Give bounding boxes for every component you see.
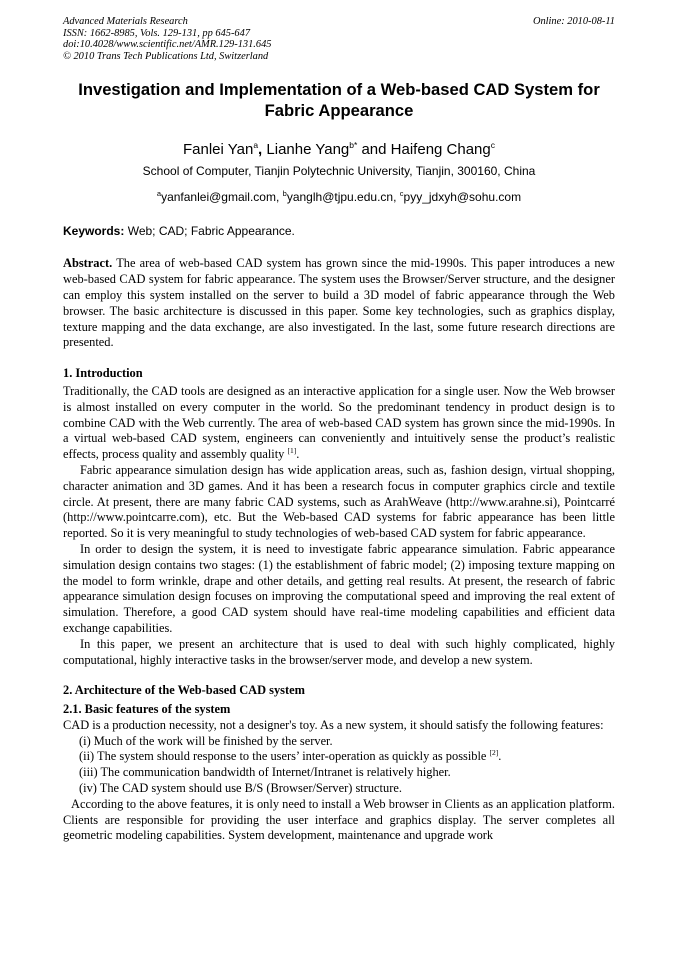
journal-issn: ISSN: 1662-8985, Vols. 129-131, pp 645-647 [63, 27, 251, 39]
author-list [63, 136, 615, 159]
online-date: Online: 2010-08-11 [532, 16, 615, 27]
email-sup: c [399, 189, 404, 199]
email-sup: b [282, 189, 287, 199]
paragraph-end: . [296, 447, 300, 462]
journal-copyright: © 2010 Trans Tech Publications Ltd, Switzerland [63, 50, 269, 62]
journal-doi: doi:10.4028/www.scientific.net/AMR.129-131.645 [63, 39, 272, 51]
list-item: (iii) The communication bandwidth of Internet/Intranet is relatively higher. [79, 765, 451, 780]
author-name: Haifeng Chang [390, 141, 491, 159]
author-separator: and [361, 141, 387, 159]
citation-ref: [2] [489, 748, 499, 758]
email-address: pyy_jdxyh@sohu.com [403, 190, 522, 205]
feature-list [63, 734, 615, 797]
citation-ref: [1] [287, 446, 297, 456]
author-name: Lianhe Yang [266, 141, 350, 159]
paragraph [63, 384, 615, 463]
journal-name: Advanced Materials Research [63, 16, 188, 27]
affiliation: School of Computer, Tianjin Polytechnic University, Tianjin, 300160, China [142, 164, 536, 179]
list-item-end: . [498, 749, 502, 764]
paragraph: Fabric appearance simulation design has wide application areas, such as, fashion design, virtual shopping, character animation and 3D games. And it has been a research focus in computer graphics circle and textile circle. At present, there are many fabric CAD systems, such as ArahWeave (http://www.arahne.si), Pointcarré (http://www.pointcarre.com), etc. But the Web-based CAD systems for fabric appearance has been little reported. So it is very meaningful to study technologies of web-based CAD system for fabric appearance. [63, 462, 615, 541]
paper-title: Investigation and Implementation of a Web-based CAD System for Fabric Appearance [78, 80, 600, 121]
email-sup: a [156, 189, 162, 199]
section-heading: 1. Introduction [63, 366, 143, 381]
keywords-label: Keywords: [63, 224, 125, 239]
author-sup: c [490, 140, 495, 151]
keywords [63, 224, 615, 239]
list-item [63, 749, 615, 765]
author-sup: a [253, 140, 259, 151]
paragraph: CAD is a production necessity, not a designer's toy. As a new system, it should satisfy the following features: [63, 717, 604, 732]
paragraph: According to the above features, it is only need to install a Web browser in Clients as an application platform. Clients are responsible for providing the user interface and graphics display. The server completes all geometric modeling capabilities. System development, maintenance and upgrade work [63, 796, 615, 843]
paragraph-text: Traditionally, the CAD tools are designed as an interactive application for a single user. Now the Web browser is almost installed on every computer in the world. So the predominant tendency in product design is to combine CAD with the Web currently. The area of web-based CAD system has grown since the mid-1990s. In a virtual web-based CAD system, engineers can conveniently and intuitively sense the product’s realistic effects, process quality and assembly quality [63, 383, 615, 462]
section-heading: 2. Architecture of the Web-based CAD system [63, 683, 305, 698]
author-sup: b* [349, 140, 358, 151]
paragraph: In order to design the system, it is need to investigate fabric appearance simulation. Fabric appearance simulation design contains two stages: (1) the establishment of fabric model; (2) imposing texture mapping on the model to form wrinkle, drape and other details, and getting real results. At present, the research of fabric appearance simulation design focuses on improving the computational speed and improving the real extent of simulation. Therefore, a good CAD system should have real-time modeling capabilities and efficient data exchange capabilities. [63, 541, 615, 635]
paragraph: In this paper, we present an architecture that is used to deal with such highly complicated, highly computational, highly interactive tasks in the browser/server mode, and develop a new system. [63, 636, 615, 667]
author-separator: , [258, 141, 263, 159]
list-item: (i) Much of the work will be finished by the server. [79, 733, 333, 748]
subsection-heading: 2.1. Basic features of the system [63, 702, 231, 717]
journal-header [63, 16, 615, 62]
abstract [63, 256, 615, 351]
keywords-text: Web; CAD; Fabric Appearance. [127, 224, 295, 239]
email-address: yanglh@tjpu.edu.cn, [286, 190, 397, 205]
list-item: (iv) The CAD system should use B/S (Browser/Server) structure. [79, 781, 402, 796]
list-item-text: (ii) The system should response to the users’ inter-operation as quickly as possible [79, 749, 487, 764]
email-list [63, 186, 615, 205]
abstract-label: Abstract. [63, 256, 113, 271]
email-address: yanfanlei@gmail.com, [161, 190, 280, 205]
abstract-text: The area of web-based CAD system has grown since the mid-1990s. This paper introduces a new web-based CAD system for fabric appearance. The system uses the Browser/Server structure, and the designer can employ this system installed on the server to build a 3D model of fabric appearance through the Web browser. The basic architecture is discussed in this paper. Some key technologies, such as graphics display, texture mapping and the data exchange, are also investigated. In the last, some future research directions are presented. [63, 256, 615, 350]
author-name: Fanlei Yan [182, 141, 254, 159]
